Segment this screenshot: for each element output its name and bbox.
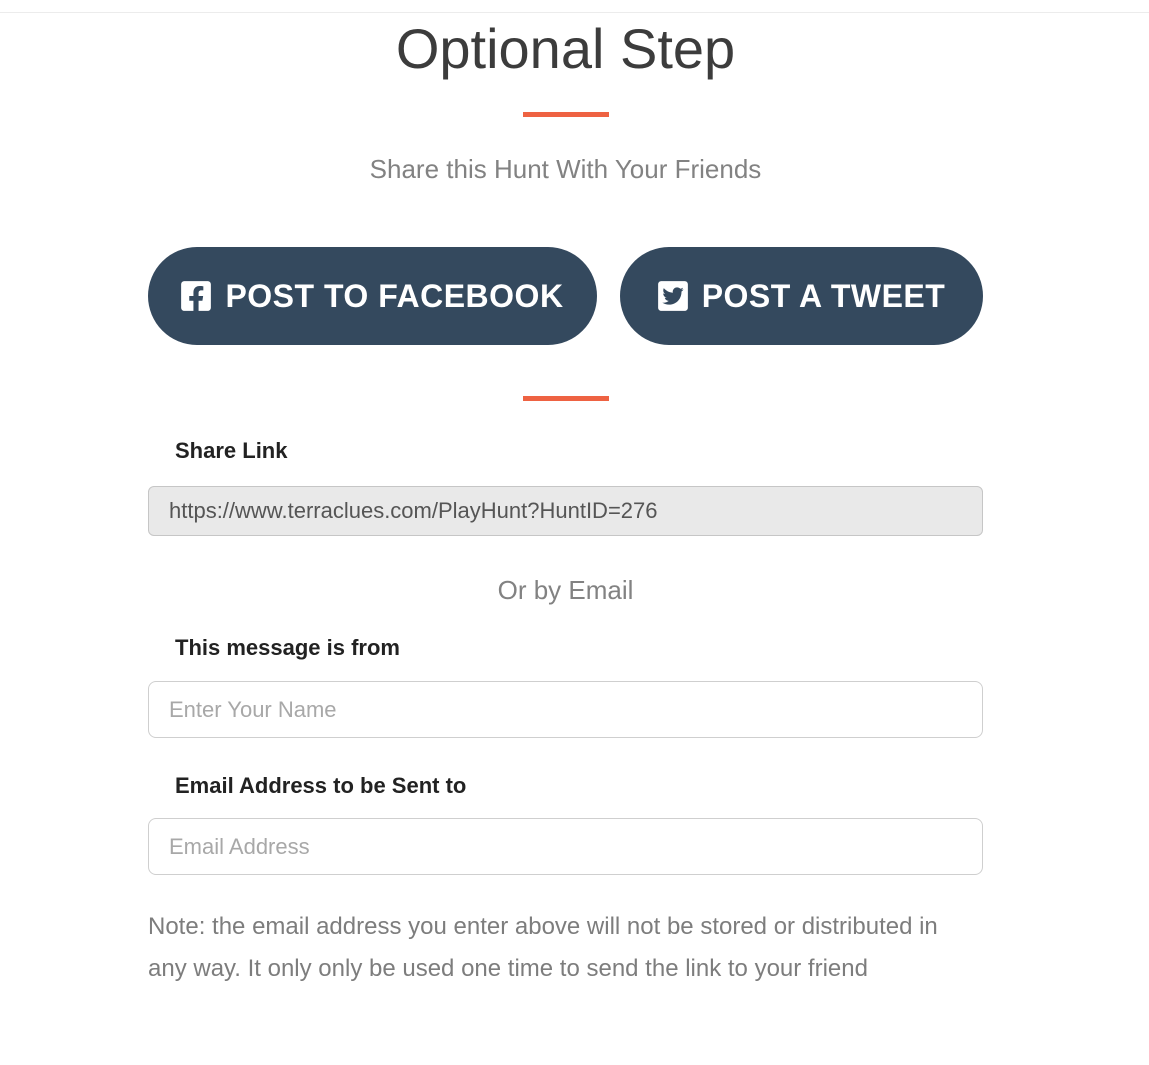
social-share-buttons xyxy=(148,247,983,345)
accent-divider-middle xyxy=(523,396,609,401)
post-a-tweet-button[interactable] xyxy=(620,247,983,345)
twitter-icon xyxy=(658,279,688,313)
facebook-icon xyxy=(181,279,211,313)
or-by-email-heading: Or by Email xyxy=(497,575,634,605)
message-from-label: This message is from xyxy=(175,635,400,660)
recipient-email-input[interactable] xyxy=(148,818,983,875)
post-a-tweet-label: POST A TWEET xyxy=(701,277,946,314)
post-to-facebook-button[interactable] xyxy=(148,247,597,345)
accent-divider-top xyxy=(523,112,609,117)
sender-name-input[interactable] xyxy=(148,681,983,738)
share-link-label: Share Link xyxy=(175,438,288,463)
share-link-input[interactable] xyxy=(148,486,983,536)
email-address-label: Email Address to be Sent to xyxy=(175,773,467,798)
page-title: Optional Step xyxy=(395,17,736,80)
optional-step-panel xyxy=(148,17,983,990)
privacy-note: Note: the email address you enter above will not be stored or distributed in any way. It only only be used one time to send the link to your friend xyxy=(148,913,938,982)
share-subtitle: Share this Hunt With Your Friends xyxy=(369,154,762,184)
top-section-divider xyxy=(0,12,1149,13)
post-to-facebook-label: POST TO FACEBOOK xyxy=(225,277,564,314)
